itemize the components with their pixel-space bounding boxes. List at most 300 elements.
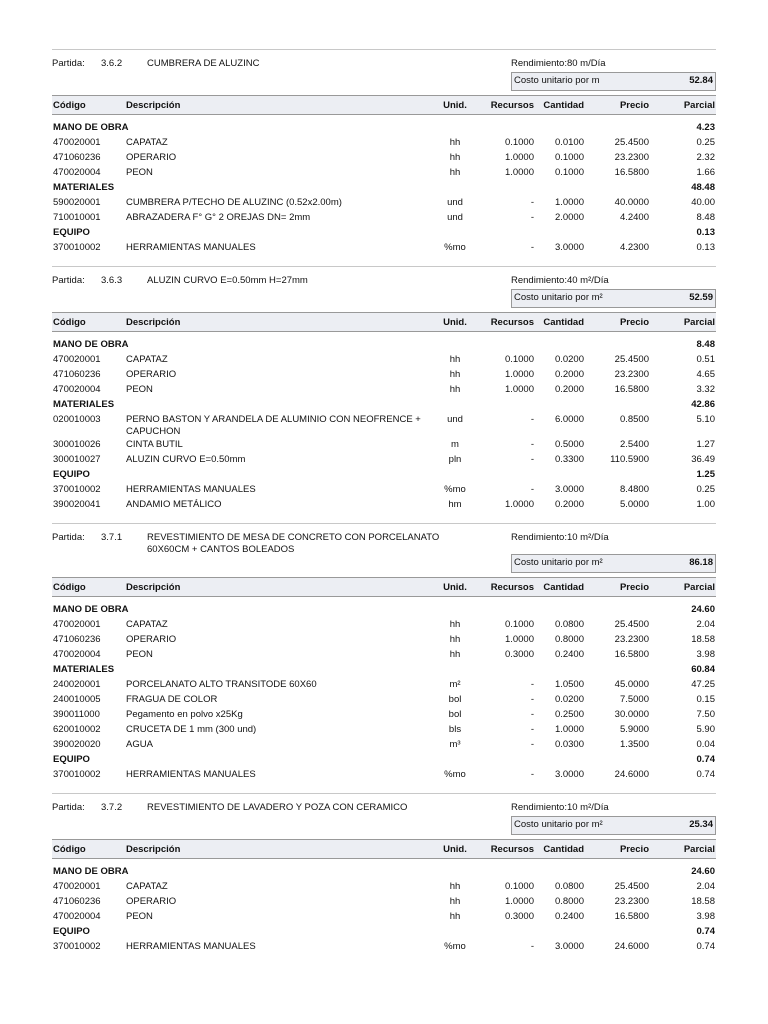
- table-cell: 0.04: [696, 739, 715, 750]
- table-row: [52, 413, 716, 438]
- column-header: Unid.: [425, 313, 485, 332]
- table-cell: 23.2300: [614, 896, 649, 907]
- section-title: MANO DE OBRA: [53, 339, 129, 350]
- table-cell: 0.13: [696, 242, 715, 253]
- table-cell: und: [447, 212, 463, 223]
- column-header: Parcial: [650, 578, 716, 597]
- block-spacer: [52, 955, 716, 965]
- section-total: 42.86: [691, 399, 715, 410]
- table-cell: -: [530, 769, 534, 780]
- table-cell: 0.0800: [554, 881, 584, 892]
- table-cell: 0.2000: [554, 499, 584, 510]
- table-cell: -: [530, 439, 534, 450]
- unit-cost-label: Costo unitario por m²: [514, 292, 603, 303]
- table-cell: 2.04: [696, 881, 715, 892]
- table-cell: %mo: [444, 941, 466, 952]
- table-cell: 3.98: [696, 649, 715, 660]
- table-row: [52, 693, 716, 708]
- column-header: Precio: [585, 96, 650, 115]
- table-cell: 18.58: [691, 896, 715, 907]
- table-cell: 0.0300: [554, 739, 584, 750]
- table-cell: 7.5000: [619, 694, 649, 705]
- section-total: 0.13: [696, 227, 715, 238]
- column-header: Precio: [585, 313, 650, 332]
- section-title: EQUIPO: [53, 469, 90, 480]
- table-cell: 0.1000: [504, 137, 534, 148]
- table-row: [52, 678, 716, 693]
- section-title: MANO DE OBRA: [53, 604, 129, 615]
- table-cell: hh: [449, 152, 461, 163]
- table-row: [52, 438, 716, 453]
- table-cell: hh: [449, 634, 461, 645]
- section-row: [52, 603, 716, 618]
- table-cell: 3.0000: [554, 484, 584, 495]
- block-spacer: [52, 256, 716, 266]
- table-cell: 020010003: [53, 414, 101, 425]
- table-cell: 23.2300: [614, 369, 649, 380]
- table-cell: CAPATAZ: [126, 137, 168, 148]
- table-cell: 18.58: [691, 634, 715, 645]
- table-cell: 0.8000: [554, 896, 584, 907]
- table-cell: hh: [449, 137, 461, 148]
- table-cell: 300010027: [53, 454, 101, 465]
- table-cell: 16.5800: [614, 167, 649, 178]
- section-title: MATERIALES: [53, 182, 115, 193]
- table-cell: hh: [449, 911, 461, 922]
- analysis-table: [52, 839, 716, 955]
- table-cell: 25.4500: [614, 619, 649, 630]
- section-total: 0.74: [696, 754, 715, 765]
- table-cell: 2.5400: [619, 439, 649, 450]
- column-header: Unid.: [425, 840, 485, 859]
- table-row: [52, 940, 716, 955]
- column-header: Parcial: [650, 96, 716, 115]
- partida-rendimiento: Rendimiento:10 m²/Día: [511, 802, 609, 813]
- column-header: Precio: [585, 578, 650, 597]
- table-cell: 0.3000: [504, 649, 534, 660]
- section-row: [52, 753, 716, 768]
- section-title: MATERIALES: [53, 664, 115, 675]
- column-header: Recursos: [485, 578, 535, 597]
- table-cell: 25.4500: [614, 881, 649, 892]
- table-cell: HERRAMIENTAS MANUALES: [126, 484, 256, 495]
- table-cell: -: [530, 724, 534, 735]
- unit-cost-value: 86.18: [689, 557, 713, 568]
- table-cell: 45.0000: [614, 679, 649, 690]
- table-cell: 47.25: [691, 679, 715, 690]
- table-header-row: [52, 96, 716, 115]
- column-header: Precio: [585, 840, 650, 859]
- table-cell: 0.2500: [554, 709, 584, 720]
- table-row: [52, 498, 716, 513]
- table-cell: -: [530, 414, 534, 425]
- table-cell: 0.1000: [554, 167, 584, 178]
- section-total: 8.48: [696, 339, 715, 350]
- table-row: [52, 738, 716, 753]
- table-cell: 1.0000: [504, 167, 534, 178]
- table-row: [52, 768, 716, 783]
- table-cell: ANDAMIO METÁLICO: [126, 499, 222, 510]
- column-header: Parcial: [650, 840, 716, 859]
- partida-name: ALUZIN CURVO E=0.50mm H=27mm: [147, 275, 308, 286]
- block-spacer: [52, 783, 716, 793]
- table-cell: und: [447, 414, 463, 425]
- table-cell: 1.0000: [554, 724, 584, 735]
- column-header: Cantidad: [535, 840, 585, 859]
- column-header: Cantidad: [535, 578, 585, 597]
- table-cell: hh: [449, 881, 461, 892]
- column-header: Descripción: [125, 840, 425, 859]
- table-cell: bol: [448, 694, 462, 705]
- table-cell: 0.2400: [554, 911, 584, 922]
- table-row: [52, 633, 716, 648]
- table-cell: 0.3000: [504, 911, 534, 922]
- table-cell: PEON: [126, 167, 153, 178]
- column-header: Unid.: [425, 578, 485, 597]
- table-cell: PORCELANATO ALTO TRANSITODE 60X60: [126, 679, 317, 690]
- section-title: EQUIPO: [53, 926, 90, 937]
- partida-rendimiento: Rendimiento:40 m²/Día: [511, 275, 609, 286]
- table-cell: hh: [449, 649, 461, 660]
- table-row: [52, 166, 716, 181]
- table-row: [52, 708, 716, 723]
- table-cell: hh: [449, 167, 461, 178]
- table-cell: 1.0000: [504, 896, 534, 907]
- table-cell: 300010026: [53, 439, 101, 450]
- table-cell: -: [530, 679, 534, 690]
- table-cell: 0.5000: [554, 439, 584, 450]
- table-cell: 390020020: [53, 739, 101, 750]
- column-header: Parcial: [650, 313, 716, 332]
- table-row: [52, 880, 716, 895]
- table-cell: OPERARIO: [126, 896, 177, 907]
- table-cell: 590020001: [53, 197, 101, 208]
- table-cell: 1.66: [696, 167, 715, 178]
- unit-cost-box: [511, 554, 716, 573]
- table-cell: -: [530, 212, 534, 223]
- table-cell: hh: [449, 369, 461, 380]
- table-cell: -: [530, 242, 534, 253]
- table-row: [52, 196, 716, 211]
- unit-cost-value: 52.59: [689, 292, 713, 303]
- table-cell: 3.98: [696, 911, 715, 922]
- table-cell: 0.25: [696, 137, 715, 148]
- column-header: Cantidad: [535, 96, 585, 115]
- table-cell: 390011000: [53, 709, 100, 720]
- table-cell: CAPATAZ: [126, 619, 168, 630]
- table-cell: 3.32: [696, 384, 715, 395]
- table-cell: 471060236: [53, 634, 101, 645]
- table-cell: 390020041: [53, 499, 101, 510]
- table-cell: 470020004: [53, 384, 101, 395]
- table-cell: 370010002: [53, 941, 101, 952]
- table-cell: 23.2300: [614, 634, 649, 645]
- analysis-table: [52, 95, 716, 256]
- table-row: [52, 368, 716, 383]
- partida-name: REVESTIMIENTO DE LAVADERO Y POZA CON CERAMICO: [147, 802, 408, 813]
- partida-header: [52, 524, 716, 554]
- block-spacer: [52, 513, 716, 523]
- table-cell: OPERARIO: [126, 369, 177, 380]
- table-row: [52, 151, 716, 166]
- section-total: 24.60: [691, 866, 715, 877]
- column-header: Recursos: [485, 96, 535, 115]
- column-header: Código: [52, 840, 125, 859]
- unit-cost-label: Costo unitario por m: [514, 75, 600, 86]
- table-cell: 0.1000: [504, 881, 534, 892]
- table-cell: 110.5900: [610, 454, 649, 465]
- table-cell: 0.8000: [554, 634, 584, 645]
- table-cell: 8.48: [696, 212, 715, 223]
- table-cell: PEON: [126, 911, 153, 922]
- table-cell: 0.1000: [554, 152, 584, 163]
- table-cell: 24.6000: [614, 941, 649, 952]
- table-cell: m²: [449, 679, 461, 690]
- partida-code: 3.6.2: [101, 58, 123, 69]
- table-cell: 4.65: [696, 369, 715, 380]
- column-header: Código: [52, 313, 125, 332]
- section-row: [52, 663, 716, 678]
- table-cell: 4.2400: [619, 212, 649, 223]
- table-cell: hh: [449, 384, 461, 395]
- table-cell: CUMBRERA P/TECHO DE ALUZINC (0.52x2.00m): [126, 197, 342, 208]
- unit-cost-label: Costo unitario por m²: [514, 819, 603, 830]
- partida-header: [52, 794, 716, 816]
- table-cell: HERRAMIENTAS MANUALES: [126, 941, 256, 952]
- section-total: 1.25: [696, 469, 715, 480]
- table-cell: 370010002: [53, 242, 101, 253]
- table-cell: bol: [448, 709, 462, 720]
- table-cell: hh: [449, 619, 461, 630]
- table-cell: 24.6000: [614, 769, 649, 780]
- table-cell: FRAGUA DE COLOR: [126, 694, 218, 705]
- table-cell: 0.3300: [554, 454, 584, 465]
- column-header: Código: [52, 96, 125, 115]
- partida-header: [52, 50, 716, 72]
- table-cell: 1.0000: [504, 369, 534, 380]
- partida-code: 3.7.2: [101, 802, 123, 813]
- column-header: Cantidad: [535, 313, 585, 332]
- table-cell: 370010002: [53, 769, 101, 780]
- table-cell: 0.2000: [554, 384, 584, 395]
- table-cell: AGUA: [126, 739, 153, 750]
- table-cell: 1.0000: [504, 499, 534, 510]
- unit-cost-box: [511, 289, 716, 308]
- table-cell: -: [530, 454, 534, 465]
- table-cell: 16.5800: [614, 649, 649, 660]
- table-cell: 0.74: [696, 941, 715, 952]
- table-cell: 0.2400: [554, 649, 584, 660]
- table-cell: hm: [448, 499, 462, 510]
- table-row: [52, 895, 716, 910]
- partida-label: Partida:: [52, 802, 85, 813]
- table-cell: CRUCETA DE 1 mm (300 und): [126, 724, 257, 735]
- unit-cost-box: [511, 72, 716, 91]
- table-cell: 25.4500: [614, 354, 649, 365]
- table-cell: 470020001: [53, 619, 101, 630]
- table-cell: %mo: [444, 242, 466, 253]
- partida-code: 3.6.3: [101, 275, 123, 286]
- unit-cost-box: [511, 816, 716, 835]
- table-cell: 710010001: [53, 212, 101, 223]
- table-cell: 470020004: [53, 167, 101, 178]
- table-cell: 7.50: [696, 709, 715, 720]
- partida-block: [52, 49, 716, 266]
- table-cell: 240010005: [53, 694, 101, 705]
- table-cell: m: [451, 439, 459, 450]
- section-total: 48.48: [691, 182, 715, 193]
- table-cell: 0.0100: [554, 137, 584, 148]
- table-cell: %mo: [444, 769, 466, 780]
- table-header-row: [52, 578, 716, 597]
- table-cell: 470020004: [53, 649, 101, 660]
- section-total: 0.74: [696, 926, 715, 937]
- section-title: MATERIALES: [53, 399, 115, 410]
- table-cell: 3.0000: [554, 941, 584, 952]
- section-row: [52, 226, 716, 241]
- table-cell: 16.5800: [614, 384, 649, 395]
- table-cell: hh: [449, 896, 461, 907]
- table-cell: hh: [449, 354, 461, 365]
- table-cell: 6.0000: [554, 414, 584, 425]
- column-header: Descripción: [125, 96, 425, 115]
- section-row: [52, 398, 716, 413]
- partida-rendimiento: Rendimiento:80 m/Día: [511, 58, 606, 69]
- table-cell: 2.04: [696, 619, 715, 630]
- column-header: Descripción: [125, 578, 425, 597]
- table-cell: 0.0200: [554, 694, 584, 705]
- table-cell: 470020001: [53, 354, 101, 365]
- table-cell: 471060236: [53, 896, 101, 907]
- table-row: [52, 383, 716, 398]
- table-row: [52, 648, 716, 663]
- partida-label: Partida:: [52, 58, 85, 69]
- table-cell: CAPATAZ: [126, 354, 168, 365]
- table-cell: 1.0000: [554, 197, 584, 208]
- section-title: MANO DE OBRA: [53, 122, 129, 133]
- partida-header: [52, 267, 716, 289]
- section-row: [52, 181, 716, 196]
- section-total: 24.60: [691, 604, 715, 615]
- column-header: Descripción: [125, 313, 425, 332]
- table-cell: 8.4800: [619, 484, 649, 495]
- table-row: [52, 353, 716, 368]
- partida-block: [52, 793, 716, 965]
- table-cell: 0.51: [696, 354, 715, 365]
- table-cell: 4.2300: [619, 242, 649, 253]
- section-title: EQUIPO: [53, 227, 90, 238]
- section-row: [52, 925, 716, 940]
- table-cell: PEON: [126, 384, 153, 395]
- table-cell: 1.0000: [504, 384, 534, 395]
- table-cell: 0.8500: [619, 414, 649, 425]
- table-cell: %mo: [444, 484, 466, 495]
- table-cell: 16.5800: [614, 911, 649, 922]
- table-cell: PEON: [126, 649, 153, 660]
- table-cell: 1.00: [696, 499, 715, 510]
- table-cell: 620010002: [53, 724, 101, 735]
- table-cell: ABRAZADERA F° G° 2 OREJAS DN= 2mm: [126, 212, 311, 223]
- table-cell: 1.0500: [554, 679, 584, 690]
- table-row: [52, 453, 716, 468]
- table-cell: 2.0000: [554, 212, 584, 223]
- table-cell: 23.2300: [614, 152, 649, 163]
- analysis-table: [52, 312, 716, 513]
- table-cell: HERRAMIENTAS MANUALES: [126, 242, 256, 253]
- table-cell: 3.0000: [554, 242, 584, 253]
- table-row: [52, 723, 716, 738]
- table-cell: 471060236: [53, 369, 101, 380]
- partida-label: Partida:: [52, 532, 85, 543]
- table-cell: 5.90: [696, 724, 715, 735]
- section-row: [52, 338, 716, 353]
- table-cell: 1.0000: [504, 634, 534, 645]
- table-cell: bls: [448, 724, 462, 735]
- table-cell: 5.9000: [619, 724, 649, 735]
- section-row: [52, 121, 716, 136]
- table-cell: OPERARIO: [126, 152, 177, 163]
- column-header: Recursos: [485, 313, 535, 332]
- analysis-table: [52, 577, 716, 783]
- unit-cost-value: 52.84: [689, 75, 713, 86]
- section-title: MANO DE OBRA: [53, 866, 129, 877]
- section-title: EQUIPO: [53, 754, 90, 765]
- analysis-document: [52, 49, 716, 965]
- table-cell: 3.0000: [554, 769, 584, 780]
- table-cell: 5.0000: [619, 499, 649, 510]
- partida-name: REVESTIMIENTO DE MESA DE CONCRETO CON PORCELANATO 60X60CM + CANTOS BOLEADOS: [147, 532, 440, 555]
- section-total: 60.84: [691, 664, 715, 675]
- table-cell: PERNO BASTON Y ARANDELA DE ALUMINIO CON NEOFRENCE + CAPUCHON: [126, 414, 421, 437]
- table-cell: 0.0200: [554, 354, 584, 365]
- table-cell: 5.10: [696, 414, 715, 425]
- table-cell: 40.0000: [614, 197, 649, 208]
- table-cell: OPERARIO: [126, 634, 177, 645]
- table-cell: 40.00: [691, 197, 715, 208]
- table-cell: CINTA BUTIL: [126, 439, 183, 450]
- table-cell: 0.74: [696, 769, 715, 780]
- column-header: Unid.: [425, 96, 485, 115]
- table-cell: 30.0000: [614, 709, 649, 720]
- table-cell: 240020001: [53, 679, 101, 690]
- table-cell: -: [530, 694, 534, 705]
- table-row: [52, 483, 716, 498]
- partida-block: [52, 523, 716, 793]
- table-row: [52, 211, 716, 226]
- table-cell: m³: [449, 739, 461, 750]
- column-header: Código: [52, 578, 125, 597]
- table-cell: Pegamento en polvo x25Kg: [126, 709, 243, 720]
- table-row: [52, 136, 716, 151]
- partida-code: 3.7.1: [101, 532, 123, 543]
- table-cell: pln: [448, 454, 462, 465]
- partida-label: Partida:: [52, 275, 85, 286]
- section-total: 4.23: [696, 122, 715, 133]
- table-header-row: [52, 840, 716, 859]
- table-cell: 1.27: [696, 439, 715, 450]
- column-header: Recursos: [485, 840, 535, 859]
- section-row: [52, 468, 716, 483]
- table-cell: und: [447, 197, 463, 208]
- table-cell: HERRAMIENTAS MANUALES: [126, 769, 256, 780]
- partida-rendimiento: Rendimiento:10 m²/Día: [511, 532, 609, 543]
- table-cell: 0.1000: [504, 354, 534, 365]
- table-cell: 0.1000: [504, 619, 534, 630]
- table-cell: ALUZIN CURVO E=0.50mm: [126, 454, 246, 465]
- table-cell: 25.4500: [614, 137, 649, 148]
- table-cell: 0.15: [696, 694, 715, 705]
- table-cell: 0.25: [696, 484, 715, 495]
